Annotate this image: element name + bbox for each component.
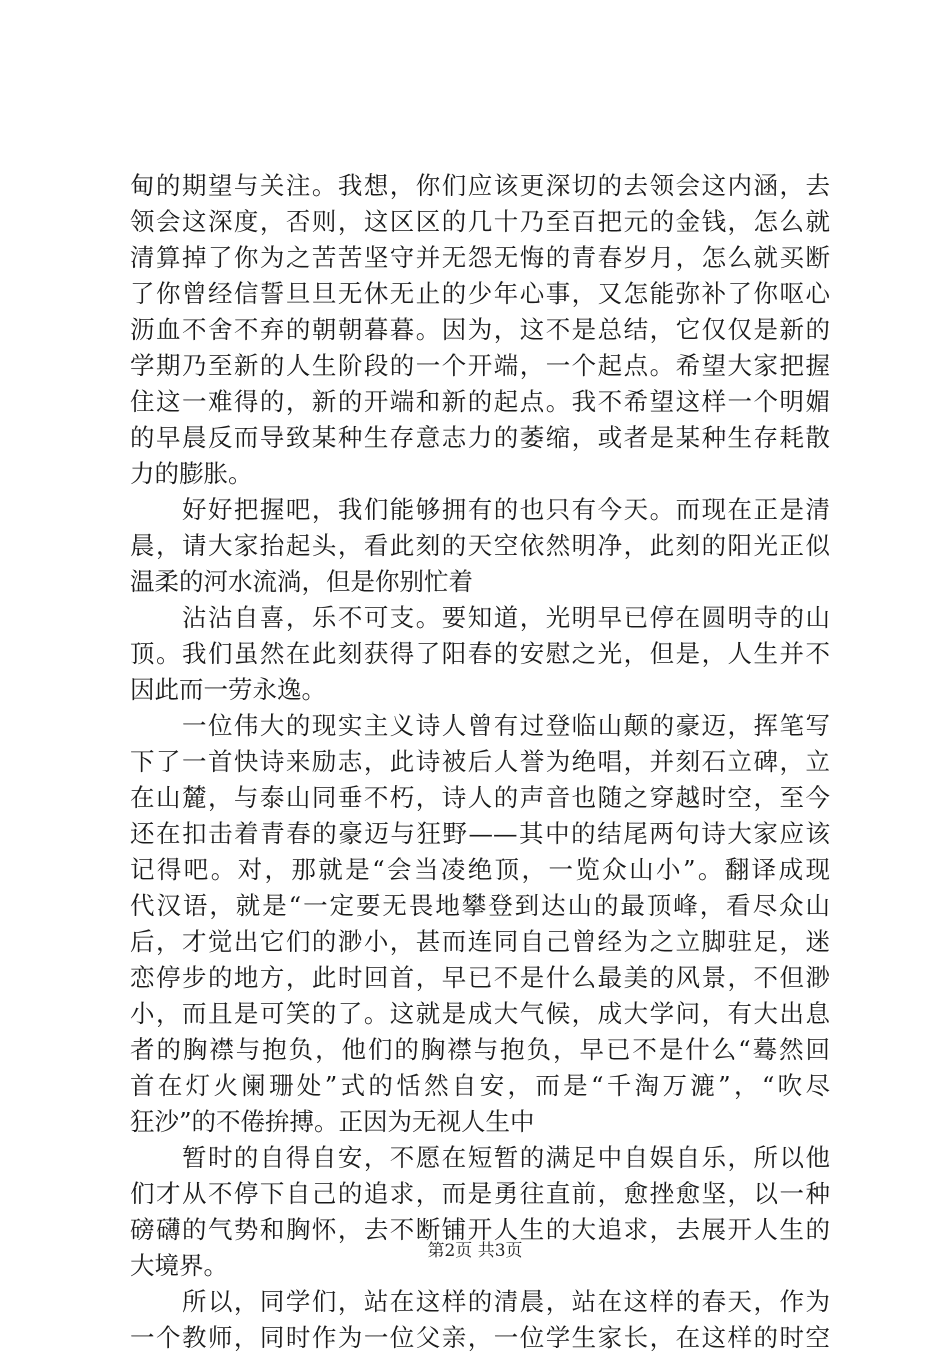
text-line: 了你曾经信誓旦旦无休无止的少年心事，又怎能弥补了你呕心 [130, 279, 830, 308]
text-line: 者的胸襟与抱负，他们的胸襟与抱负，早已不是什么“蓦然回 [130, 1035, 830, 1064]
text-line: 在山麓，与泰山同垂不朽，诗人的声音也随之穿越时空，至今 [130, 783, 830, 812]
text-line: 还在扣击着青春的豪迈与狂野——其中的结尾两句诗大家应该 [130, 819, 830, 848]
text-line: 温柔的河水流淌，但是你别忙着 [130, 567, 473, 596]
text-line: 恋停步的地方，此时回首，早已不是什么最美的风景，不但渺 [130, 963, 830, 992]
text-line: 晨，请大家抬起头，看此刻的天空依然明净，此刻的阳光正似 [130, 531, 830, 560]
text-line: 力的膨胀。 [130, 459, 253, 488]
text-line: 所以，同学们，站在这样的清晨，站在这样的春天，作为 [130, 1287, 830, 1316]
page-number-footer: 第2页 共3页 [427, 1241, 523, 1261]
text-line: 学期乃至新的人生阶段的一个开端，一个起点。希望大家把握 [130, 351, 830, 380]
text-line: 暂时的自得自安，不愿在短暂的满足中自娱自乐，所以他 [130, 1143, 830, 1172]
text-line: 代汉语，就是“一定要无畏地攀登到达山的最顶峰，看尽众山 [130, 891, 830, 920]
text-line: 的早晨反而导致某种生存意志力的萎缩，或者是某种生存耗散 [130, 423, 830, 452]
text-line: 一个教师，同时作为一位父亲，一位学生家长，在这样的时空 [130, 1323, 830, 1352]
text-line: 记得吧。对，那就是“会当凌绝顶，一览众山小”。翻译成现 [130, 855, 830, 884]
text-line: 住这一难得的，新的开端和新的起点。我不希望这样一个明媚 [130, 387, 830, 416]
text-line: 狂沙”的不倦拚搏。正因为无视人生中 [130, 1107, 535, 1136]
text-line: 一位伟大的现实主义诗人曾有过登临山颠的豪迈，挥笔写 [130, 711, 830, 740]
text-line: 清算掉了你为之苦苦坚守并无怨无悔的青春岁月，怎么就买断 [130, 243, 830, 272]
text-line: 沾沾自喜，乐不可支。要知道，光明早已停在圆明寺的山 [130, 603, 830, 632]
text-line: 甸的期望与关注。我想，你们应该更深切的去领会这内涵，去 [130, 171, 830, 200]
text-line: 因此而一劳永逸。 [130, 675, 326, 704]
text-line: 好好把握吧，我们能够拥有的也只有今天。而现在正是清 [130, 495, 830, 524]
text-line: 们才从不停下自己的追求，而是勇往直前，愈挫愈坚，以一种 [130, 1179, 830, 1208]
text-line: 领会这深度，否则，这区区的几十乃至百把元的金钱，怎么就 [130, 207, 830, 236]
text-line: 磅礴的气势和胸怀，去不断铺开人生的大追求，去展开人生的 [130, 1215, 830, 1244]
text-line: 下了一首快诗来励志，此诗被后人誉为绝唱，并刻石立碑，立 [130, 747, 830, 776]
text-line: 大境界。 [130, 1251, 228, 1280]
text-line: 后，才觉出它们的渺小，甚而连同自己曾经为之立脚驻足，迷 [130, 927, 830, 956]
text-line: 顶。我们虽然在此刻获得了阳春的安慰之光，但是，人生并不 [130, 639, 830, 668]
text-line: 沥血不舍不弃的朝朝暮暮。因为，这不是总结，它仅仅是新的 [130, 315, 830, 344]
body-text [130, 168, 830, 1356]
text-line: 首在灯火阑珊处”式的恬然自安，而是“千淘万漉”，“吹尽 [130, 1071, 830, 1100]
text-line: 小，而且是可笑的了。这就是成大气候，成大学问，有大出息 [130, 999, 830, 1028]
